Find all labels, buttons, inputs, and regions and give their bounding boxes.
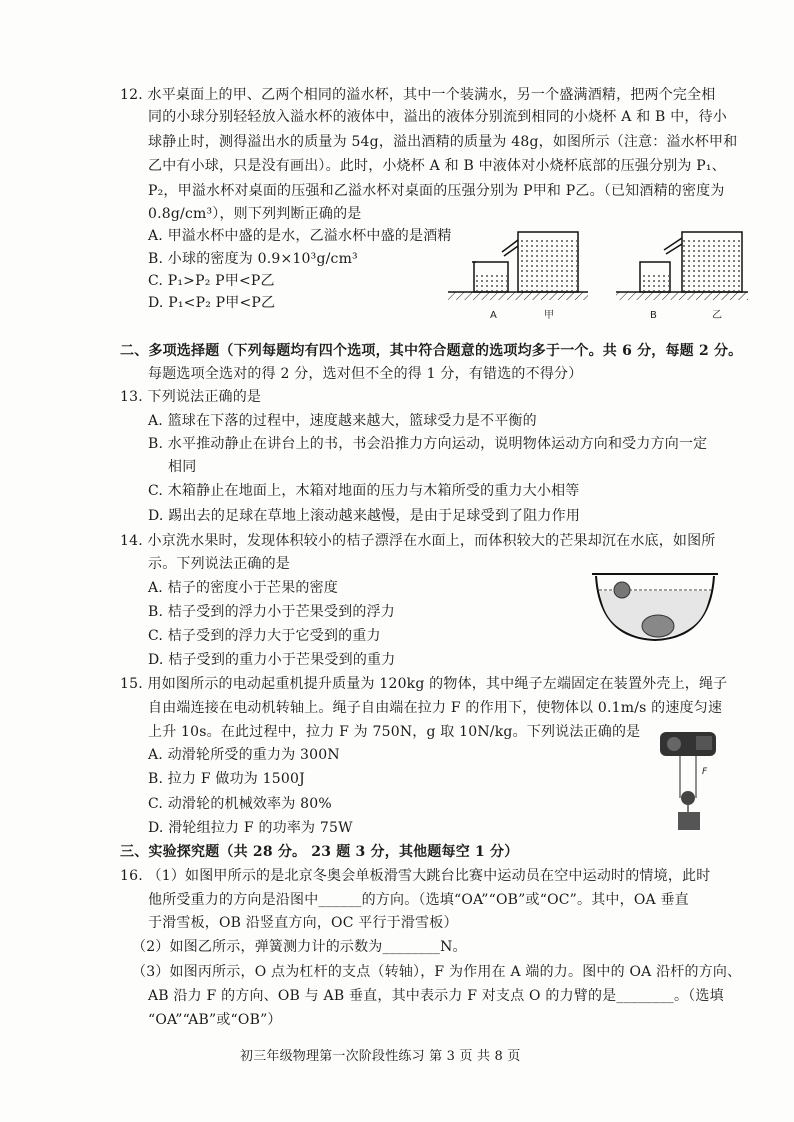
q15-option-d: D. 滑轮组拉力 F 的功率为 75W [148,820,353,836]
section-2-note: 每题选项全选对的得 2 分，选对但不全的得 1 分，有错选的不得分） [148,366,583,382]
q16-line-2: 他所受重力的方向是沿图中______的方向。（选填“OA”“OB”或“OC”。其中，OA 垂直 [148,892,689,908]
fruit-basin-figure [590,566,720,646]
q14-stem-2: 示。下列说法正确的是 [148,556,290,572]
q16-line-3: 于滑雪板，OB 沿竖直方向，OC 平行于滑雪板） [148,915,458,931]
q16-line-5: （3）如图丙所示，O 点为杠杆的支点（转轴），F 为作用在 A 端的力。图中的 OA 沿杆的方向、 [132,964,742,980]
table-surface [616,292,748,300]
q15-line-2: 自由端连接在电动机转轴上。绳子自由端在拉力 F 的作用下，使物体以 0.1m/s 的速度匀速 [148,700,723,716]
q16-line-7: “OA”“AB”或“OB”） [148,1012,282,1028]
q13-option-b: B. 水平推动静止在讲台上的书，书会沿推力方向运动，说明物体运动方向和受力方向一定 [148,436,708,452]
q12-line-2: 同的小球分别轻轻放入溢水杯的液体中，溢出的液体分别流到相同的小烧杯 A 和 B 中，待小 [148,109,727,125]
q15-option-c: C. 动滑轮的机械效率为 80% [148,796,332,812]
label-force-f: F [702,767,708,777]
orange-floating [614,582,630,598]
q12-option-a: A. 甲溢水杯中盛的是水，乙溢水杯中盛的是酒精 [148,228,452,244]
q14-option-a: A. 桔子的密度小于芒果的密度 [148,580,339,596]
q15-option-a: A. 动滑轮所受的重力为 300N [148,747,340,763]
q15-line-1: 15. 用如图所示的电动起重机提升质量为 120kg 的物体，其中绳子左端固定在装置外壳上，绳子 [120,676,728,692]
q14-stem-1: 14. 小京洗水果时，发现体积较小的桔子漂浮在水面上，而体积较大的芒果却沉在水底，如图所 [120,533,716,549]
q13-option-b-cont: 相同 [168,459,197,475]
q15-option-b: B. 拉力 F 做功为 1500J [148,771,305,787]
q13-stem: 13. 下列说法正确的是 [120,389,262,405]
q12-option-b: B. 小球的密度为 0.9×10³g/cm³ [148,251,358,267]
q12-option-d: D. P₁<P₂ P甲<P乙 [148,295,276,311]
q12-line-5: P₂，甲溢水杯对桌面的压强和乙溢水杯对桌面的压强分别为 P甲和 P乙。（已知酒精的密度为 [148,183,725,199]
q16-line-6: AB 沿力 F 的方向、OB 与 AB 垂直，其中表示力 F 对支点 O 的力臂的是________。（选填 [148,988,724,1004]
movable-pulley [681,791,695,805]
q13-option-d: D. 踢出去的足球在草地上滚动越来越慢，是由于足球受到了阻力作用 [148,508,581,524]
overflow-cup-figure-yi [612,214,752,324]
mango-sunk [642,615,674,637]
q15-line-3: 上升 10s。在此过程中，拉力 F 为 750N，g 取 10N/kg。下列说法正确的是 [148,724,641,740]
q12-line-3: 球静止时，测得溢出水的质量为 54g，溢出酒精的质量为 48g，如图所示（注意：溢水杯甲和 [148,134,738,150]
section-3-title: 三、实验探究题（共 28 分。 23 题 3 分，其他题每空 1 分） [120,844,519,860]
section-2-title: 二、多项选择题（下列每题均有四个选项，其中符合题意的选项均多于一个。共 6 分，每题 2 分。 [120,343,743,359]
table-surface [448,292,588,300]
overflow-cup-figure-jia [440,214,590,324]
q16-line-1: 16. （1）如图甲所示的是北京冬奥会单板滑雪大跳台比赛中运动员在空中运动时的情境，此时 [120,868,711,884]
load-block [678,812,700,830]
label-cup-yi: 乙 [712,310,722,321]
label-beaker-b: B [650,310,657,321]
electric-crane-figure [650,728,740,834]
q12-line-6: 0.8g/cm³），则下列判断正确的是 [148,206,362,222]
page-footer: 初三年级物理第一次阶段性练习 第 3 页 共 8 页 [240,1049,521,1064]
label-cup-jia: 甲 [544,310,554,321]
q12-option-c: C. P₁>P₂ P甲<P乙 [148,273,275,289]
q16-line-4: （2）如图乙所示，弹簧测力计的示数为________N。 [132,939,467,955]
q14-option-b: B. 桔子受到的浮力小于芒果受到的浮力 [148,604,395,620]
label-beaker-a: A [490,310,497,321]
q13-option-a: A. 篮球在下落的过程中，速度越来越大，篮球受力是不平衡的 [148,413,537,429]
q12-line-1: 12. 水平桌面上的甲、乙两个相同的溢水杯，其中一个装满水，另一个盛满酒精，把两个完全相 [120,87,716,103]
q14-option-c: C. 桔子受到的浮力大于它受到的重力 [148,628,381,644]
q12-line-4: 乙中有小球，只是没有画出）。此时，小烧杯 A 和 B 中液体对小烧杯底部的压强分别为 P₁、 [148,158,726,174]
q13-option-c: C. 木箱静止在地面上，木箱对地面的压力与木箱所受的重力大小相等 [148,483,580,499]
q14-option-d: D. 桔子受到的重力小于芒果受到的重力 [148,652,396,668]
